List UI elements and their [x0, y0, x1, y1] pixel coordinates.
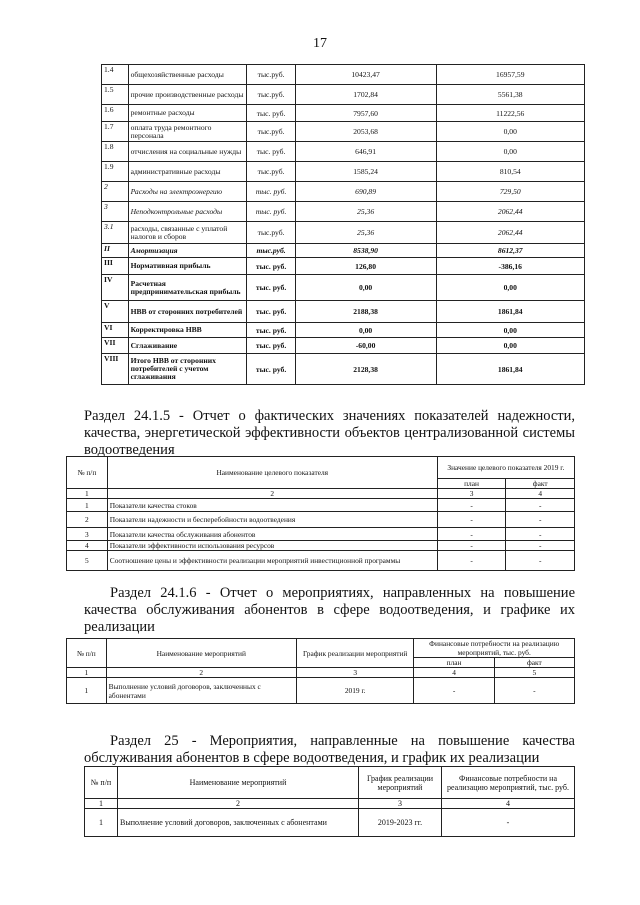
row-num: 1.5 [102, 85, 129, 105]
row-plan: 25,36 [295, 222, 436, 244]
table-row [102, 105, 585, 122]
row-fact: - [506, 541, 575, 551]
col-header-name: Наименование мероприятий [118, 767, 359, 799]
table-row [102, 258, 585, 275]
row-num: 1.6 [102, 105, 129, 122]
table-row [102, 354, 585, 385]
row-plan: 10423,47 [295, 65, 436, 85]
row-unit: тыс.руб. [247, 222, 295, 244]
row-name: Показатели эффективности использования ресурсов [107, 541, 437, 551]
row-fact: 0,00 [436, 122, 584, 142]
row-name: Итого НВВ от сторонних потребителей с учетом сглаживания [128, 354, 247, 385]
row-num: V [102, 301, 129, 323]
heading-line: обслуживания абонентов в сфере водоотведения, и график их реализации [84, 750, 540, 766]
table-row [102, 323, 585, 338]
row-num: 1 [67, 499, 108, 512]
row-unit: тыс. руб. [247, 338, 295, 354]
table-row [102, 142, 585, 162]
row-fact: - [506, 512, 575, 528]
row-num: 2 [67, 512, 108, 528]
row-unit: тыс.руб. [247, 244, 295, 258]
row-num: 1.8 [102, 142, 129, 162]
row-plan: 2188,38 [295, 301, 436, 323]
row-fact: - [506, 499, 575, 512]
row-plan: - [437, 528, 506, 541]
table-row [102, 222, 585, 244]
row-num: 3 [102, 202, 129, 222]
row-num: VI [102, 323, 129, 338]
row-plan: 126,80 [295, 258, 436, 275]
row-unit: тыс. руб. [247, 105, 295, 122]
row-unit: тыс. руб. [247, 142, 295, 162]
col-header-finance: Финансовые потребности на реализацию мероприятий, тыс. руб. [442, 767, 575, 799]
row-unit: тыс.руб. [247, 65, 295, 85]
heading-line: реализации [84, 619, 155, 635]
index-cell: 5 [494, 668, 574, 678]
row-num: 3.1 [102, 222, 129, 244]
table-row [102, 182, 585, 202]
row-plan: 1702,84 [295, 85, 436, 105]
row-name: Выполнение условий договоров, заключенных с абонентами [118, 809, 359, 837]
col-header-value: Значение целевого показателя 2019 г. [437, 457, 574, 479]
table-row [67, 551, 575, 571]
row-plan: - [437, 499, 506, 512]
col-header-fact: факт [494, 658, 574, 668]
table-row [67, 499, 575, 512]
row-name: Амортизация [128, 244, 247, 258]
row-unit: тыс.руб. [247, 122, 295, 142]
heading-line: Раздел 24.1.6 - Отчет о мероприятиях, направленных на повышение [110, 585, 575, 601]
table-row [102, 202, 585, 222]
row-fact: 2062,44 [436, 202, 584, 222]
cost-table [101, 64, 585, 385]
row-fact: 0,00 [436, 142, 584, 162]
index-cell: 2 [118, 799, 359, 809]
row-fact: 16957,59 [436, 65, 584, 85]
row-name: отчисления на социальные нужды [128, 142, 247, 162]
row-plan: 690,89 [295, 182, 436, 202]
row-unit: тыс.руб. [247, 85, 295, 105]
index-cell: 1 [67, 489, 108, 499]
section-24-1-6-heading [84, 585, 575, 636]
row-unit: тыс. руб. [247, 323, 295, 338]
row-unit: тыс. руб. [247, 258, 295, 275]
measures-report-table [66, 638, 575, 704]
row-name: Неподконтрольные расходы [128, 202, 247, 222]
row-name: Соотношение цены и эффективности реализации мероприятий инвестиционной программы [107, 551, 437, 571]
row-num: 4 [67, 541, 108, 551]
row-plan: 25,36 [295, 202, 436, 222]
table-row [67, 512, 575, 528]
col-header-fact: факт [506, 479, 575, 489]
row-fact: 810,54 [436, 162, 584, 182]
row-fact: - [506, 551, 575, 571]
row-name: прочие производственные расходы [128, 85, 247, 105]
row-unit: тыс. руб. [247, 275, 295, 301]
row-name: ремонтные расходы [128, 105, 247, 122]
target-indicators-table [66, 456, 575, 571]
table-row [102, 122, 585, 142]
table-row [102, 65, 585, 85]
heading-line: Раздел 24.1.5 - Отчет о фактических значениях показателей надежности, [84, 408, 575, 424]
row-fact: 1861,84 [436, 301, 584, 323]
col-header-num: № п/п [67, 639, 107, 668]
row-schedule: 2019-2023 гг. [359, 809, 442, 837]
col-header-num: № п/п [85, 767, 118, 799]
index-cell: 1 [67, 668, 107, 678]
table-row [102, 162, 585, 182]
row-fact: 0,00 [436, 275, 584, 301]
index-cell: 4 [442, 799, 575, 809]
row-fact: - [506, 528, 575, 541]
row-num: 1 [85, 809, 118, 837]
row-name: Расходы на электроэнергию [128, 182, 247, 202]
col-header-name: Наименование мероприятий [106, 639, 296, 668]
index-cell: 4 [506, 489, 575, 499]
row-plan: - [437, 512, 506, 528]
row-num: 1.9 [102, 162, 129, 182]
row-unit: тыс. руб. [247, 354, 295, 385]
table-row [102, 244, 585, 258]
index-cell: 2 [107, 489, 437, 499]
heading-line: качества, энергетической эффективности объектов централизованной системы [84, 425, 575, 441]
table-row [102, 275, 585, 301]
row-fact: 5561,38 [436, 85, 584, 105]
measures-plan-table [84, 766, 575, 837]
table-row [85, 809, 575, 837]
row-name: общехозяйственные расходы [128, 65, 247, 85]
row-num: III [102, 258, 129, 275]
index-cell: 4 [414, 668, 494, 678]
row-name: оплата труда ремонтного персонала [128, 122, 247, 142]
row-fact: 0,00 [436, 323, 584, 338]
table-row [67, 541, 575, 551]
section-24-1-5-heading [84, 408, 575, 459]
row-name: Показатели надежности и бесперебойности водоотведения [107, 512, 437, 528]
row-plan: 0,00 [295, 323, 436, 338]
heading-line: водоотведения [84, 442, 175, 458]
row-name: Расчетная предпринимательская прибыль [128, 275, 247, 301]
row-num: 1.4 [102, 65, 129, 85]
row-plan: - [414, 678, 494, 704]
col-header-num: № п/п [67, 457, 108, 489]
page-number: 17 [313, 36, 327, 51]
table-row [102, 338, 585, 354]
row-plan: 2053,68 [295, 122, 436, 142]
heading-line: Раздел 25 - Мероприятия, направленные на повышение качества [110, 733, 575, 749]
row-fact: 1861,84 [436, 354, 584, 385]
col-header-plan: план [414, 658, 494, 668]
row-num: 1.7 [102, 122, 129, 142]
col-header-plan: план [437, 479, 506, 489]
row-num: 2 [102, 182, 129, 202]
row-plan: 7957,60 [295, 105, 436, 122]
index-cell: 3 [296, 668, 414, 678]
col-header-name: Наименование целевого показателя [107, 457, 437, 489]
row-fact: 0,00 [436, 338, 584, 354]
row-plan: -60,00 [295, 338, 436, 354]
table-row [102, 301, 585, 323]
row-fact: - [494, 678, 574, 704]
row-num: II [102, 244, 129, 258]
index-cell: 2 [106, 668, 296, 678]
index-cell: 3 [437, 489, 506, 499]
index-cell: 1 [85, 799, 118, 809]
row-plan: 8538,90 [295, 244, 436, 258]
col-header-finance: Финансовые потребности на реализацию мероприятий, тыс. руб. [414, 639, 575, 658]
row-fact: 2062,44 [436, 222, 584, 244]
row-schedule: 2019 г. [296, 678, 414, 704]
row-name: административные расходы [128, 162, 247, 182]
row-num: 3 [67, 528, 108, 541]
table-row [67, 678, 575, 704]
heading-line: качества обслуживания абонентов в сфере водоотведения, и графике их [84, 602, 575, 618]
row-num: VIII [102, 354, 129, 385]
row-plan: 2128,38 [295, 354, 436, 385]
row-plan: 646,91 [295, 142, 436, 162]
row-name: НВВ от сторонних потребителей [128, 301, 247, 323]
row-name: Показатели качества обслуживания абонентов [107, 528, 437, 541]
row-fact: 729,50 [436, 182, 584, 202]
table-row [67, 528, 575, 541]
row-finance: - [442, 809, 575, 837]
row-plan: - [437, 551, 506, 571]
row-name: Нормативная прибыль [128, 258, 247, 275]
row-num: 5 [67, 551, 108, 571]
row-unit: тыс. руб. [247, 182, 295, 202]
row-name: Корректировка НВВ [128, 323, 247, 338]
row-plan: - [437, 541, 506, 551]
row-name: Сглаживание [128, 338, 247, 354]
row-plan: 1585,24 [295, 162, 436, 182]
row-num: 1 [67, 678, 107, 704]
row-name: расходы, связанные с уплатой налогов и сборов [128, 222, 247, 244]
row-fact: 11222,56 [436, 105, 584, 122]
table-row [102, 85, 585, 105]
col-header-schedule: График реализации мероприятий [296, 639, 414, 668]
col-header-schedule: График реализации мероприятий [359, 767, 442, 799]
row-fact: -386,16 [436, 258, 584, 275]
row-num: IV [102, 275, 129, 301]
row-fact: 8612,37 [436, 244, 584, 258]
section-25-heading [84, 733, 575, 767]
row-unit: тыс. руб. [247, 301, 295, 323]
row-plan: 0,00 [295, 275, 436, 301]
row-unit: тыс. руб. [247, 202, 295, 222]
index-cell: 3 [359, 799, 442, 809]
row-name: Показатели качества стоков [107, 499, 437, 512]
row-name: Выполнение условий договоров, заключенных с абонентами [106, 678, 296, 704]
row-unit: тыс.руб. [247, 162, 295, 182]
row-num: VII [102, 338, 129, 354]
